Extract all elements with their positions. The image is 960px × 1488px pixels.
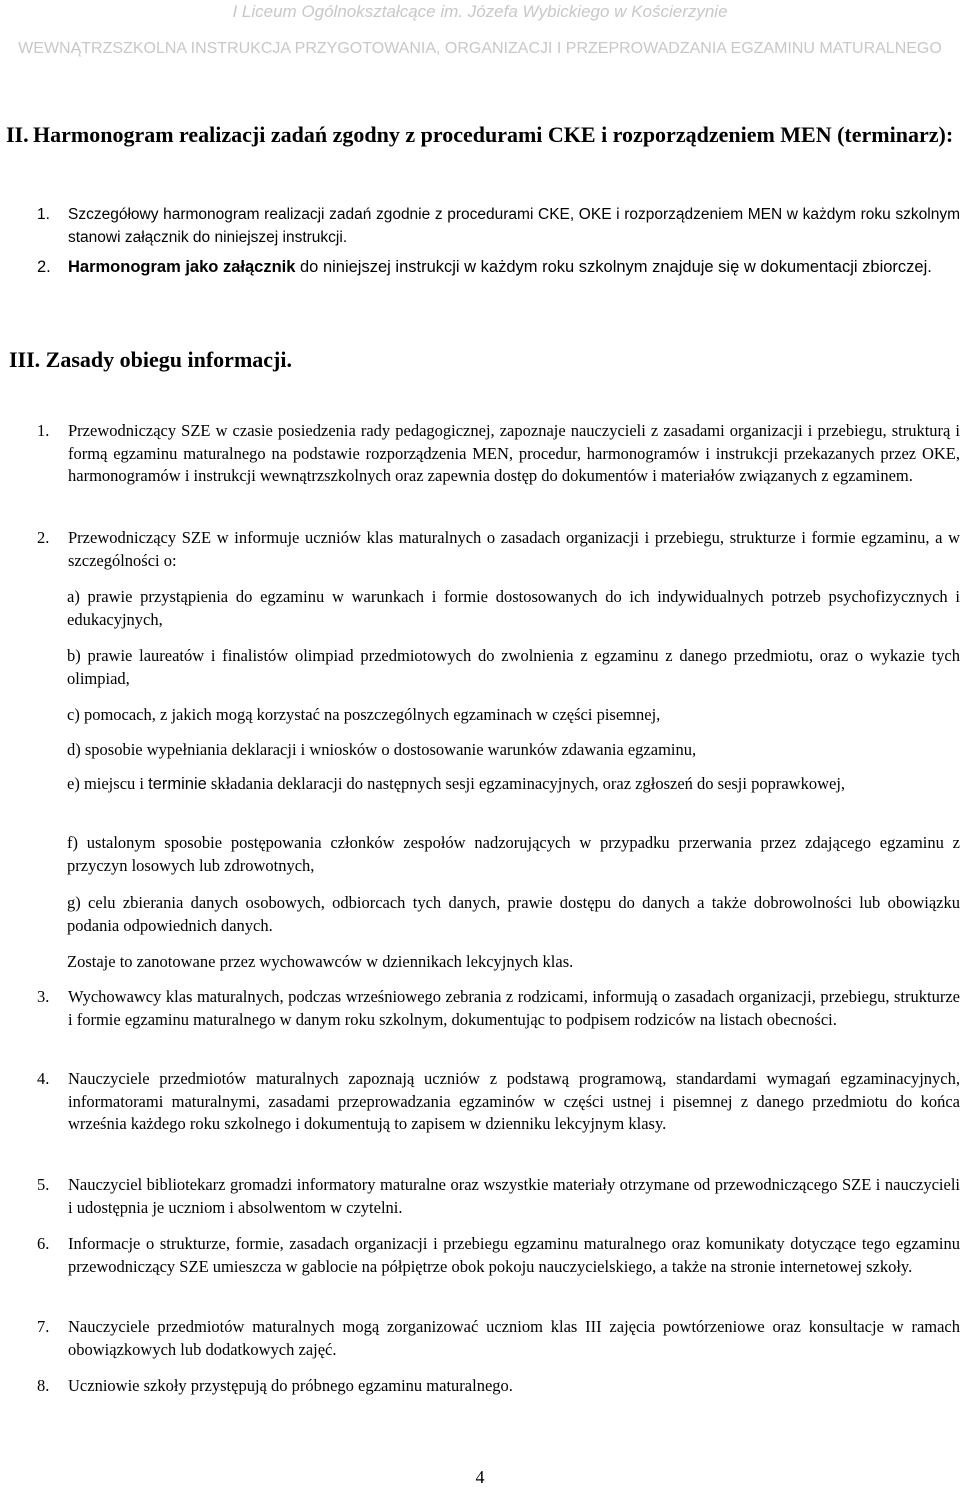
section-3-item-1 bbox=[37, 420, 960, 488]
item-text: Informacje o strukturze, formie, zasadach organizacji i przebiegu egzaminu maturalnego oraz komunikaty dotyczące tego egzaminu przewodniczący SZE umieszcza w gablocie na półpiętrze obok pokoju nauczycielskiego, a także na stronie internetowej szkoły. bbox=[68, 1234, 960, 1276]
item-number: 8. bbox=[37, 1376, 50, 1395]
item-number: 4. bbox=[37, 1069, 50, 1088]
school-header: I Liceum Ogólnokształcące im. Józefa Wybickiego w Kościerzynie bbox=[232, 2, 728, 21]
subitem-e-term: terminie bbox=[148, 775, 207, 793]
item-number: 7. bbox=[37, 1317, 50, 1336]
subitem-b: b) prawie laureatów i finalistów olimpiad przedmiotowych do zwolnienia z egzaminu z danego przedmiotu, oraz o wykazie tych olimpiad, bbox=[67, 646, 960, 688]
subitem-a: a) prawie przystąpienia do egzaminu w warunkach i formie dostosowanych do ich indywidualnych potrzeb psychofizycznych i edukacyjnych, bbox=[67, 587, 960, 629]
section-2-number: II. bbox=[6, 122, 29, 147]
item-text: Wychowawcy klas maturalnych, podczas wrześniowego zebrania z rodzicami, informują o zasadach organizacji, przebiegu, strukturze i formie egzaminu maturalnego w danym roku szkolnym, dokumentując to podpisem rodziców na listach obecności. bbox=[68, 987, 960, 1029]
subitem-e bbox=[67, 773, 960, 796]
item-text: Szczegółowy harmonogram realizacji zadań zgodnie z procedurami CKE, OKE i rozporządzeniem MEN w każdym roku szkolnym stanowi załącznik do niniejszej instrukcji. bbox=[68, 206, 960, 246]
section-3-item-7 bbox=[37, 1316, 960, 1361]
instruction-header: WEWNĄTRZSZKOLNA INSTRUKCJA PRZYGOTOWANIA, ORGANIZACJI I PRZEPROWADZANIA EGZAMINU MATURALNEGO bbox=[18, 40, 942, 57]
section-3-item-3 bbox=[37, 986, 960, 1031]
subitem-f: f) ustalonym sposobie postępowania członków zespołów nadzorujących w przypadku przerwania przez zdającego egzaminu z przyczyn losowych lub zdrowotnych, bbox=[67, 833, 960, 875]
page-number: 4 bbox=[475, 1467, 485, 1487]
item-text: Przewodniczący SZE w informuje uczniów klas maturalnych o zasadach organizacji i przebiegu, strukturze i formie egzaminu, a w szczególności o: bbox=[68, 528, 960, 570]
item-text-rest: do niniejszej instrukcji w każdym roku szkolnym znajduje się w dokumentacji zbiorczej. bbox=[295, 258, 932, 276]
item-number: 3. bbox=[37, 987, 50, 1006]
item-number: 2. bbox=[37, 528, 50, 547]
item-number: 6. bbox=[37, 1234, 50, 1253]
subitem-e-rest: składania deklaracji do następnych sesji egzaminacyjnych, oraz zgłoszeń do sesji poprawkowej, bbox=[206, 774, 846, 793]
section-2-title bbox=[6, 121, 956, 149]
subitem-g: g) celu zbierania danych osobowych, odbiorcach tych danych, prawie dostępu do danych a także dobrowolności lub obowiązku podania odpowiednich danych. bbox=[67, 893, 960, 935]
section-3-item-6 bbox=[37, 1233, 960, 1278]
section-2-item-1 bbox=[37, 204, 960, 249]
section-3-item-2 bbox=[37, 527, 960, 572]
section-3-item-5 bbox=[37, 1174, 960, 1219]
section-2-item-2 bbox=[37, 256, 960, 279]
bold-phrase: Harmonogram jako załącznik bbox=[68, 258, 296, 276]
item-number: 2. bbox=[37, 258, 51, 276]
item-text bbox=[68, 256, 960, 279]
note-text: Zostaje to zanotowane przez wychowawców w dziennikach lekcyjnych klas. bbox=[67, 952, 574, 971]
subitem-d: d) sposobie wypełniania deklaracji i wniosków o dostosowanie warunków zdawania egzaminu, bbox=[67, 740, 697, 759]
subitem-e-start: e) miejscu i bbox=[67, 774, 149, 793]
item-text: Nauczyciele przedmiotów maturalnych zapoznają uczniów z podstawą programową, standardami wymagań egzaminacyjnych, informatorami maturalnymi, zasadami przeprowadzania egzaminów w części ustnej i pisemnej z danego przedmiotu do końca września każdego roku szkolnego i dokumentują to zapisem w dzienniku lekcyjnym klasy. bbox=[68, 1069, 960, 1133]
item-number: 1. bbox=[37, 421, 50, 440]
item-text: Uczniowie szkoły przystępują do próbnego egzaminu maturalnego. bbox=[68, 1376, 513, 1395]
item-text: Nauczyciel bibliotekarz gromadzi informatory maturalne oraz wszystkie materiały otrzymane od przewodniczącego SZE i nauczycieli i udostępnia je uczniom i absolwentom w czytelni. bbox=[68, 1175, 960, 1217]
item-text: Przewodniczący SZE w czasie posiedzenia rady pedagogicznej, zapoznaje nauczycieli z zasadami organizacji i przebiegu, strukturą i formą egzaminu maturalnego na podstawie rozporządzenia MEN, procedur, harmonogramów i instrukcji przekazanych przez OKE, harmonogramów i instrukcji wewnątrzszkolnych oraz zapewnia dostęp do dokumentów i materiałów związanych z egzaminem. bbox=[68, 421, 960, 485]
section-3-item-4 bbox=[37, 1068, 960, 1136]
item-text: Nauczyciele przedmiotów maturalnych mogą zorganizować uczniom klas III zajęcia powtórzeniowe oraz konsultacje w ramach obowiązkowych lub dodatkowych zajęć. bbox=[68, 1317, 960, 1359]
section-3-title: III. Zasady obiegu informacji. bbox=[9, 347, 292, 372]
section-2-heading: Harmonogram realizacji zadań zgodny z procedurami CKE i rozporządzeniem MEN (terminarz): bbox=[33, 122, 954, 147]
item-number: 5. bbox=[37, 1175, 50, 1194]
item-number: 1. bbox=[37, 206, 50, 223]
subitem-c: c) pomocach, z jakich mogą korzystać na poszczególnych egzaminach w części pisemnej, bbox=[67, 705, 661, 724]
section-3-item-8 bbox=[37, 1375, 960, 1398]
